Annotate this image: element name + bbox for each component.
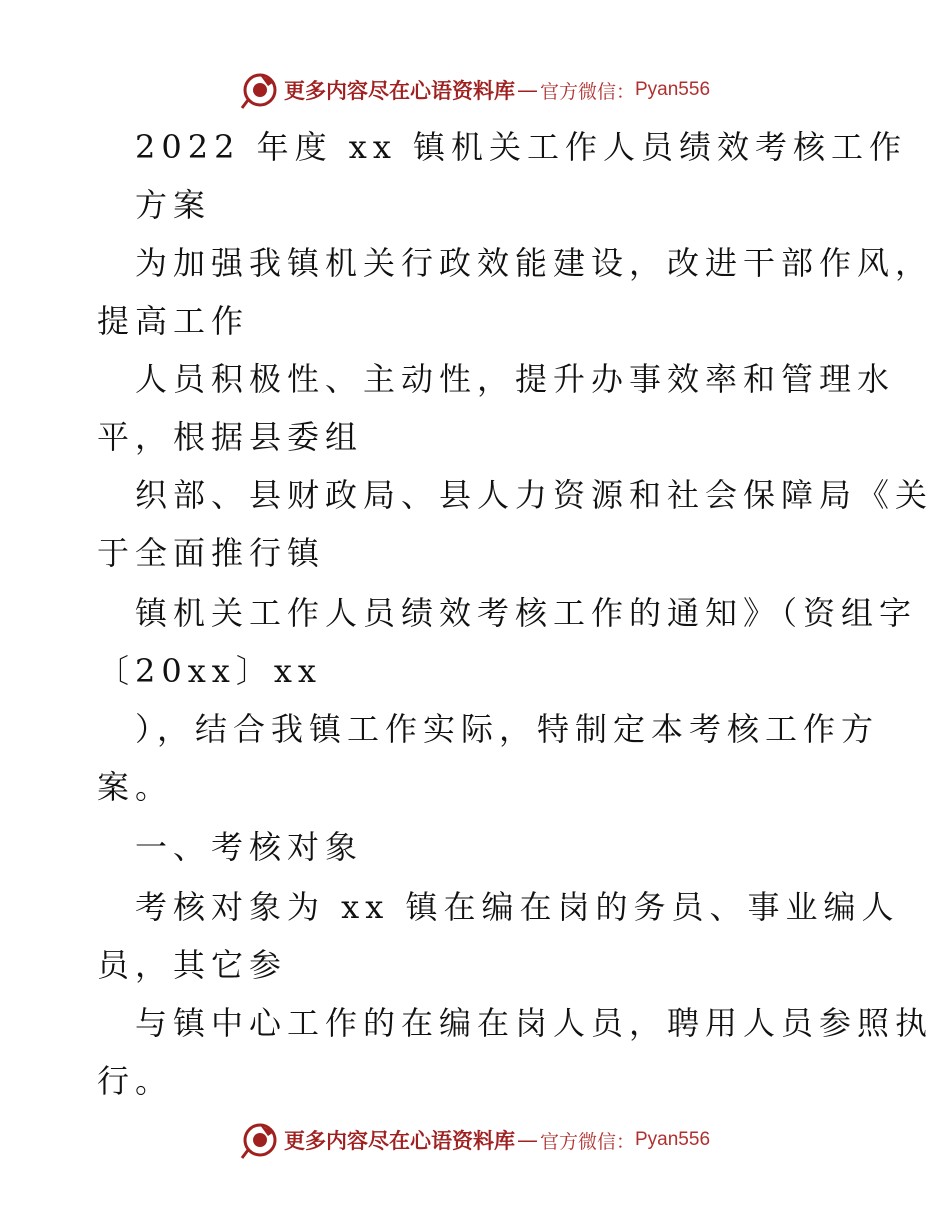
paragraph-line: 织部、县财政局、县人力资源和社会保障局《关 bbox=[135, 476, 934, 514]
paragraph-line: 镇机关工作人员绩效考核工作的通知》（资组字 bbox=[135, 594, 918, 632]
footer-banner bbox=[0, 1120, 950, 1160]
banner-wechat-label: 官方微信： bbox=[539, 1130, 635, 1153]
paragraph-line: 平，根据县委组 bbox=[97, 418, 364, 456]
paragraph-line: 提高工作 bbox=[97, 302, 250, 340]
banner-site-text: 更多内容尽在心语资料库 bbox=[283, 79, 515, 103]
banner-wechat-id: Pyan556 bbox=[635, 1129, 711, 1150]
brand-logo-icon bbox=[240, 70, 280, 110]
paragraph-line: 〔20xx〕xx bbox=[97, 652, 322, 690]
paragraph-line: 员，其它参 bbox=[97, 946, 288, 984]
paragraph-line: 于全面推行镇 bbox=[97, 534, 326, 572]
paragraph-line: 与镇中心工作的在编在岗人员，聘用人员参照执 bbox=[135, 1004, 934, 1042]
banner-separator: — bbox=[516, 78, 538, 102]
document-title-line-2: 方案 bbox=[135, 186, 212, 224]
brand-logo-icon bbox=[240, 1120, 280, 1160]
paragraph-line: ），结合我镇工作实际，特制定本考核工作方 bbox=[135, 710, 880, 748]
banner-wechat-id: Pyan556 bbox=[635, 79, 711, 100]
banner-site-text: 更多内容尽在心语资料库 bbox=[283, 1129, 515, 1153]
paragraph-line: 为加强我镇机关行政效能建设，改进干部作风， bbox=[135, 244, 934, 282]
section-heading: 一、考核对象 bbox=[135, 828, 364, 866]
banner-wechat-label: 官方微信： bbox=[539, 80, 635, 103]
paragraph-line: 行。 bbox=[97, 1062, 174, 1100]
paragraph-line: 案。 bbox=[97, 768, 174, 806]
banner-separator: — bbox=[516, 1128, 538, 1152]
paragraph-line: 考核对象为 xx 镇在编在岗的务员、事业编人 bbox=[135, 888, 900, 926]
header-banner bbox=[0, 70, 950, 110]
paragraph-line: 人员积极性、主动性，提升办事效率和管理水 bbox=[135, 360, 896, 398]
document-title-line-1: 2022 年度 xx 镇机关工作人员绩效考核工作 bbox=[135, 128, 908, 166]
